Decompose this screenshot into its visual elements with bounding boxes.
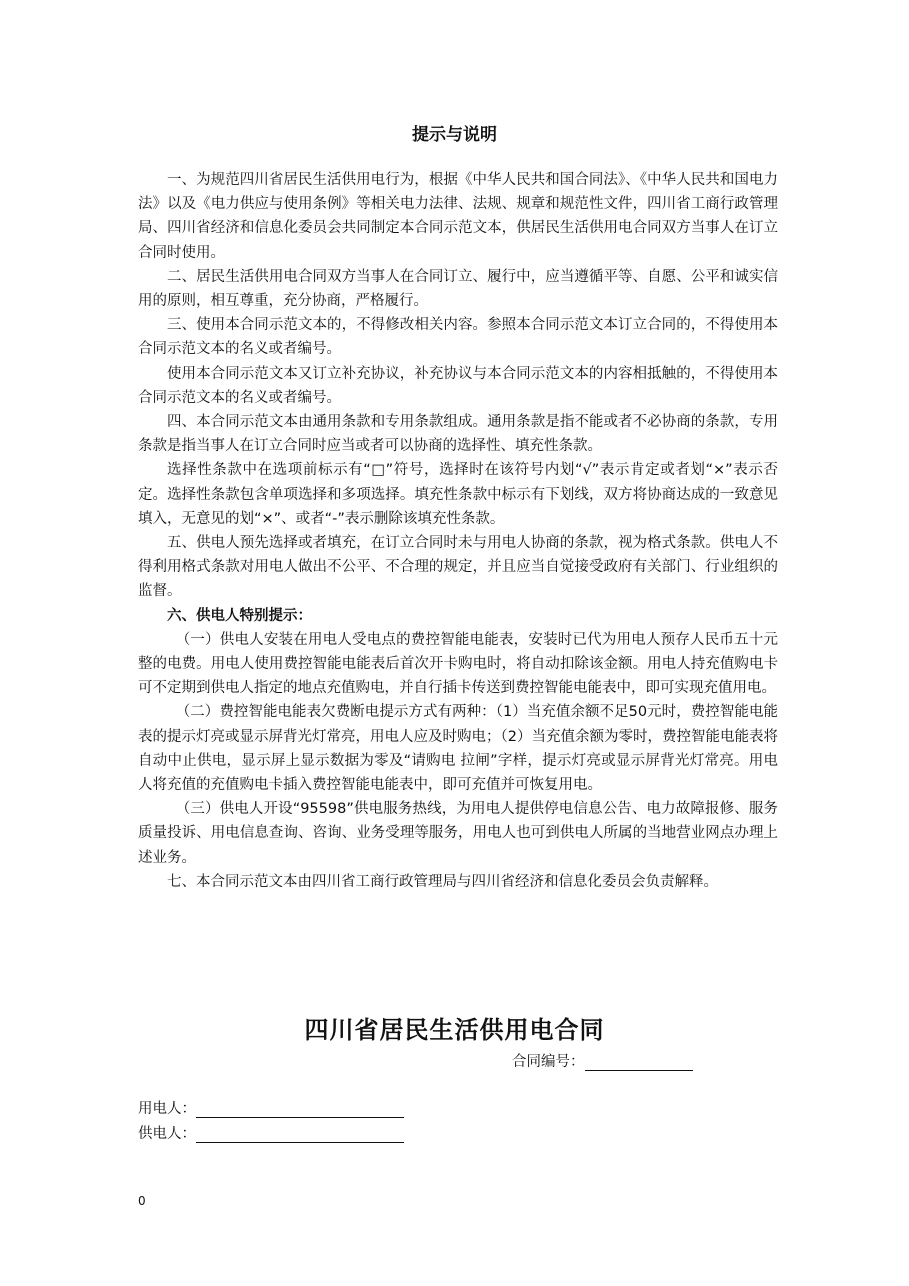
paragraph: 选择性条款中在选项前标示有“□”符号，选择时在该符号内划“√”表示肯定或者划“×”表示否定。选择性条款包含单项选择和多项选择。填充性条款中标示有下划线，双方将协商达成的一致意见填入，无意见的划“×”、或者“-”表示删除该填充性条款。 xyxy=(138,462,778,527)
paragraph: 四、本合同示范文本由通用条款和专用条款组成。通用条款是指不能或者不必协商的条款，专用条款是指当事人在订立合同时应当或者可以协商的选择性、填充性条款。 xyxy=(138,414,778,455)
paragraph: 三、使用本合同示范文本的，不得修改相关内容。参照本合同示范文本订立合同的，不得使用本合同示范文本的名义或者编号。 xyxy=(138,317,778,358)
consumer-field[interactable] xyxy=(196,1101,404,1118)
contract-title: 四川省居民生活供用电合同 xyxy=(304,1016,605,1044)
supplier-field[interactable] xyxy=(196,1126,404,1143)
consumer-label: 用电人： xyxy=(138,1101,196,1117)
paragraph: 使用本合同示范文本又订立补充协议，补充协议与本合同示范文本的内容相抵触的，不得使用本合同示范文本的名义或者编号。 xyxy=(138,365,778,406)
paragraph: 一、为规范四川省居民生活供用电行为，根据《中华人民共和国合同法》、《中华人民共和国电力法》以及《电力供应与使用条例》等相关电力法律、法规、规章和规范性文件，四川省工商行政管理局、四川省经济和信息化委员会共同制定本合同示范文本，供居民生活供用电合同双方当事人在订立合同时使用。 xyxy=(138,172,778,261)
paragraph: 二、居民生活供用电合同双方当事人在合同订立、履行中，应当遵循平等、自愿、公平和诚实信用的原则，相互尊重，充分协商，严格履行。 xyxy=(138,268,778,310)
paragraph: 七、本合同示范文本由四川省工商行政管理局与四川省经济和信息化委员会负责解释。 xyxy=(167,873,718,890)
paragraph: （一）供电人安装在用电人受电点的费控智能电能表，安装时已代为用电人预存人民币五十元整的电费。用电人使用费控智能电能表后首次开卡购电时，将自动扣除该金额。用电人持充值购电卡可不定期到供电人指定的地点充值购电，并自行插卡传送到费控智能电能表中，即可实现充值用电。 xyxy=(138,631,778,697)
section-heading: 六、供电人特别提示： xyxy=(167,607,312,624)
supplier-label: 供电人： xyxy=(138,1126,196,1142)
contract-number-row xyxy=(512,1050,693,1071)
consumer-row xyxy=(138,1097,404,1118)
paragraph: （二）费控智能电能表欠费断电提示方式有两种：（1）当充值余额不足50元时，费控智能电能表的提示灯亮或显示屏背光灯常亮，用电人应及时购电；（2）当充值余额为零时，费控智能电能表将自动中止供电，显示屏上显示数据为零及“请购电 拉闸”字样，提示灯亮或显示屏背光灯常亮。用电人将充值的充值购电卡插入费控智能电能表中，即可充值并可恢复用电。 xyxy=(138,704,778,794)
contract-number-label: 合同编号： xyxy=(512,1054,585,1070)
supplier-row xyxy=(138,1122,404,1143)
notice-title: 提示与说明 xyxy=(412,125,497,145)
page-number: 0 xyxy=(138,1194,146,1208)
paragraph: 五、供电人预先选择或者填充，在订立合同时未与用电人协商的条款，视为格式条款。供电人不得利用格式条款对用电人做出不公平、不合理的规定，并且应当自觉接受政府有关部门、行业组织的监督。 xyxy=(138,535,778,600)
notice-body xyxy=(138,168,778,894)
paragraph: （三）供电人开设“95598”供电服务热线，为用电人提供停电信息公告、电力故障报修、服务质量投诉、用电信息查询、咨询、业务受理等服务，用电人也可到供电人所属的当地营业网点办理上述业务。 xyxy=(138,801,778,866)
contract-number-field[interactable] xyxy=(585,1054,693,1071)
